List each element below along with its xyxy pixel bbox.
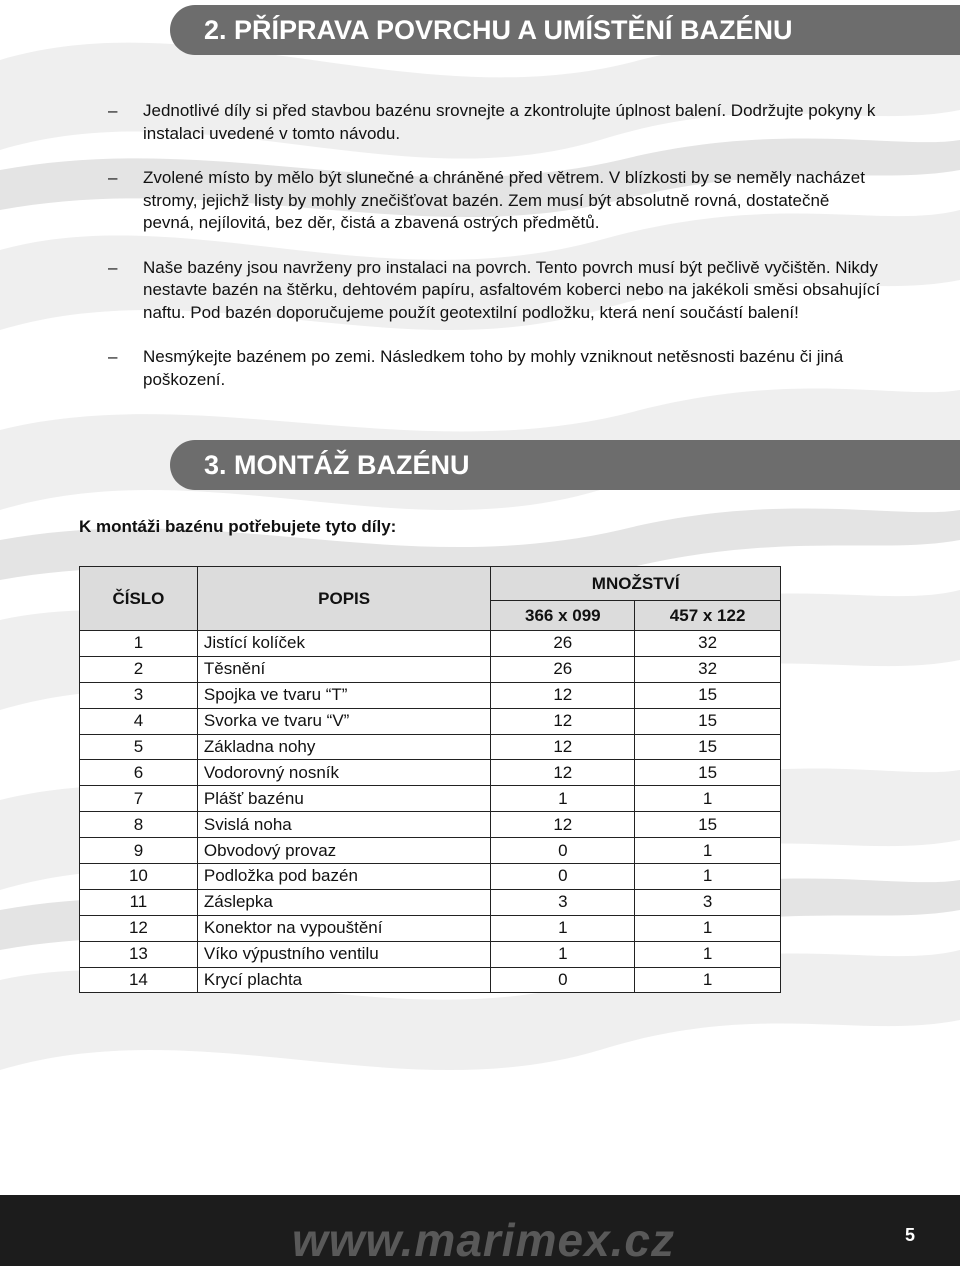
cell-description: Spojka ve tvaru “T”: [197, 682, 491, 708]
cell-qty-457: 32: [635, 631, 781, 657]
cell-qty-366: 26: [491, 656, 635, 682]
table-row: [80, 656, 781, 682]
cell-number: 9: [80, 838, 198, 864]
cell-qty-366: 0: [491, 967, 635, 993]
cell-qty-457: 15: [635, 682, 781, 708]
cell-qty-366: 1: [491, 915, 635, 941]
table-row: [80, 760, 781, 786]
website-url: www.marimex.cz: [292, 1214, 676, 1266]
cell-description: Jistící kolíček: [197, 631, 491, 657]
cell-qty-457: 1: [635, 786, 781, 812]
list-item-text: Naše bazény jsou navrženy pro instalaci na povrch. Tento povrch musí být pečlivě vyčištěn. Nikdy nestavte bazén na štěrku, dehtovém papíru, asfaltovém koberci nebo na jakékoli směsi obsahující naftu. Pod bazén doporučujeme použít geotextilní podložku, která není součástí balení!: [143, 257, 881, 322]
list-item: [108, 100, 898, 145]
cell-qty-457: 1: [635, 941, 781, 967]
cell-qty-457: 1: [635, 915, 781, 941]
cell-number: 10: [80, 864, 198, 890]
cell-qty-457: 32: [635, 656, 781, 682]
table-row: [80, 941, 781, 967]
cell-number: 7: [80, 786, 198, 812]
cell-number: 14: [80, 967, 198, 993]
table-row: [80, 812, 781, 838]
column-header-quantity: MNOŽSTVÍ: [491, 567, 781, 601]
cell-qty-366: 0: [491, 838, 635, 864]
section-title: 3. MONTÁŽ BAZÉNU: [204, 449, 470, 480]
cell-qty-366: 0: [491, 864, 635, 890]
parts-table: [79, 566, 781, 993]
list-item: [108, 167, 898, 235]
list-item: [108, 257, 898, 325]
cell-qty-366: 12: [491, 812, 635, 838]
cell-qty-457: 15: [635, 812, 781, 838]
dash-marker: –: [108, 257, 118, 277]
section-header-surface-preparation: [170, 5, 960, 55]
cell-description: Konektor na vypouštění: [197, 915, 491, 941]
column-header-size-457: 457 x 122: [635, 601, 781, 631]
cell-qty-457: 3: [635, 889, 781, 915]
cell-description: Krycí plachta: [197, 967, 491, 993]
cell-qty-366: 3: [491, 889, 635, 915]
cell-qty-366: 12: [491, 708, 635, 734]
cell-number: 6: [80, 760, 198, 786]
cell-description: Těsnění: [197, 656, 491, 682]
list-item: [108, 346, 898, 391]
list-item-text: Jednotlivé díly si před stavbou bazénu srovnejte a zkontrolujte úplnost balení. Dodržujte pokyny k instalaci uvedené v tomto návodu.: [143, 101, 876, 143]
cell-qty-457: 1: [635, 838, 781, 864]
table-row: [80, 838, 781, 864]
column-header-description: POPIS: [197, 567, 491, 631]
table-row: [80, 967, 781, 993]
page-footer: [0, 1195, 960, 1266]
dash-marker: –: [108, 168, 118, 187]
cell-description: Svislá noha: [197, 812, 491, 838]
preparation-instructions-list: [108, 100, 898, 413]
cell-description: Obvodový provaz: [197, 838, 491, 864]
cell-number: 4: [80, 708, 198, 734]
table-row: [80, 889, 781, 915]
cell-number: 11: [80, 889, 198, 915]
cell-number: 5: [80, 734, 198, 760]
cell-qty-457: 15: [635, 760, 781, 786]
cell-description: Záslepka: [197, 889, 491, 915]
dash-marker: –: [108, 347, 118, 366]
cell-description: Svorka ve tvaru “V”: [197, 708, 491, 734]
cell-description: Základna nohy: [197, 734, 491, 760]
column-header-size-366: 366 x 099: [491, 601, 635, 631]
section-header-pool-assembly: [170, 440, 960, 490]
cell-qty-366: 1: [491, 941, 635, 967]
table-row: [80, 631, 781, 657]
page-number: 5: [905, 1225, 916, 1245]
cell-qty-457: 15: [635, 708, 781, 734]
cell-number: 8: [80, 812, 198, 838]
cell-qty-366: 12: [491, 734, 635, 760]
cell-number: 13: [80, 941, 198, 967]
section-title: 2. PŘÍPRAVA POVRCHU A UMÍSTĚNÍ BAZÉNU: [204, 14, 793, 45]
cell-description: Podložka pod bazén: [197, 864, 491, 890]
cell-qty-457: 15: [635, 734, 781, 760]
list-item-text: Zvolené místo by mělo být slunečné a chráněné před větrem. V blízkosti by se neměly nacházet stromy, jejichž listy by mohly znečišťovat bazén. Zem musí být absolutně rovná, dostatečně pevná, nejílovitá, bez děr, čistá a zbavená ostrých předmětů.: [143, 168, 865, 232]
cell-number: 1: [80, 631, 198, 657]
table-row: [80, 864, 781, 890]
table-row: [80, 708, 781, 734]
parts-table-body: [80, 631, 781, 993]
cell-qty-457: 1: [635, 967, 781, 993]
cell-qty-457: 1: [635, 864, 781, 890]
table-row: [80, 915, 781, 941]
cell-description: Vodorovný nosník: [197, 760, 491, 786]
cell-qty-366: 12: [491, 760, 635, 786]
table-row: [80, 786, 781, 812]
column-header-number: ČÍSLO: [80, 567, 198, 631]
cell-qty-366: 12: [491, 682, 635, 708]
cell-number: 2: [80, 656, 198, 682]
cell-description: Plášť bazénu: [197, 786, 491, 812]
table-row: [80, 734, 781, 760]
dash-marker: –: [108, 101, 118, 120]
cell-qty-366: 26: [491, 631, 635, 657]
parts-list-title: K montáži bazénu potřebujete tyto díly:: [79, 517, 397, 536]
cell-number: 3: [80, 682, 198, 708]
list-item-text: Nesmýkejte bazénem po zemi. Následkem toho by mohly vzniknout netěsnosti bazénu či jiná poškození.: [143, 347, 844, 389]
table-row: [80, 682, 781, 708]
cell-qty-366: 1: [491, 786, 635, 812]
cell-number: 12: [80, 915, 198, 941]
cell-description: Víko výpustního ventilu: [197, 941, 491, 967]
